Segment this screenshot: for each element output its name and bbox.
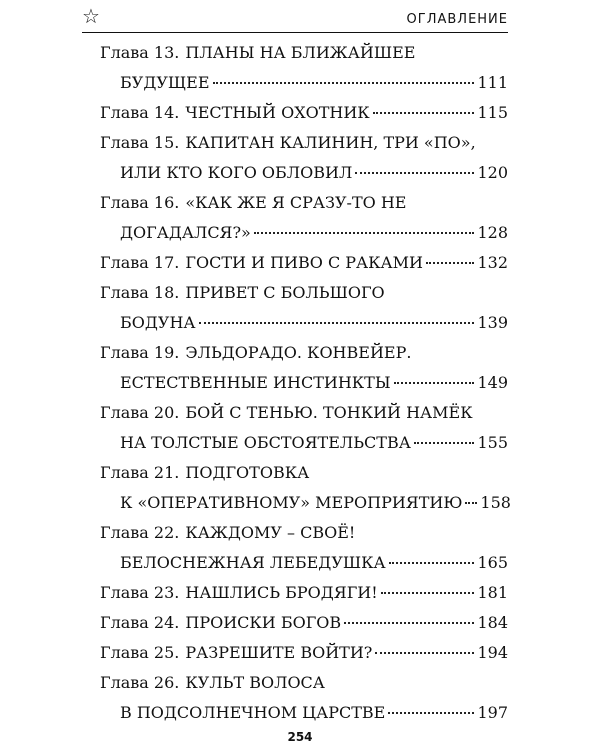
toc-entry: [100, 278, 508, 338]
toc-entry: [100, 608, 508, 638]
toc-entry: [100, 188, 508, 248]
toc-entry-continuation: [100, 368, 508, 398]
chapter-title: КУЛЬТ ВОЛОСА: [185, 673, 325, 692]
chapter-number: Глава 21.: [100, 463, 180, 482]
toc-entry: [100, 38, 508, 98]
chapter-title: ПРИВЕТ С БОЛЬШОГО: [185, 283, 385, 302]
chapter-page-number: 115: [477, 103, 508, 122]
chapter-title: БУДУЩЕЕ: [120, 73, 210, 92]
toc-entry-continuation: [100, 68, 508, 98]
toc-entry-line: [100, 188, 508, 218]
chapter-number: Глава 15.: [100, 133, 180, 152]
chapter-number: Глава 19.: [100, 343, 180, 362]
toc-entry: [100, 338, 508, 398]
toc-entry: [100, 518, 508, 578]
chapter-page-number: 194: [477, 643, 508, 662]
toc-entry-continuation: [100, 158, 508, 188]
dot-leader: [394, 381, 475, 384]
toc-entry-line: [100, 338, 508, 368]
toc-entry-line: [100, 398, 508, 428]
toc-entry-continuation: [100, 218, 508, 248]
dot-leader: [388, 711, 474, 714]
dot-leader: [213, 81, 475, 84]
chapter-number: Глава 13.: [100, 43, 180, 62]
dot-leader: [355, 171, 474, 174]
page-header: [0, 0, 600, 36]
chapter-title: НАШЛИСЬ БРОДЯГИ!: [185, 583, 378, 602]
dot-leader: [389, 561, 475, 564]
chapter-title: «КАК ЖЕ Я СРАЗУ-ТО НЕ: [185, 193, 407, 212]
chapter-number: Глава 16.: [100, 193, 180, 212]
chapter-title: ПРОИСКИ БОГОВ: [185, 613, 342, 632]
toc-entry-line: [100, 518, 508, 548]
chapter-title: В ПОДСОЛНЕЧНОМ ЦАРСТВЕ: [120, 703, 386, 722]
chapter-title: КАПИТАН КАЛИНИН, ТРИ «ПО»,: [185, 133, 476, 152]
chapter-title: РАЗРЕШИТЕ ВОЙТИ?: [185, 643, 373, 662]
dot-leader: [375, 651, 474, 654]
toc-entry-line: [100, 98, 508, 128]
toc-entry-continuation: [100, 308, 508, 338]
toc-entry: [100, 128, 508, 188]
dot-leader: [414, 441, 475, 444]
chapter-number: Глава 25.: [100, 643, 180, 662]
dot-leader: [426, 261, 474, 264]
dot-leader: [254, 231, 475, 234]
chapter-number: Глава 22.: [100, 523, 180, 542]
chapter-number: Глава 20.: [100, 403, 180, 422]
header-rule: [82, 32, 508, 33]
toc-entry: [100, 398, 508, 458]
chapter-title: БОЙ С ТЕНЬЮ. ТОНКИЙ НАМЁК: [185, 403, 473, 422]
toc-entry-line: [100, 668, 508, 698]
section-title: ОГЛАВЛЕНИЕ: [406, 12, 508, 27]
chapter-title: ПОДГОТОВКА: [185, 463, 310, 482]
toc-entry-line: [100, 248, 508, 278]
chapter-title: ГОСТИ И ПИВО С РАКАМИ: [185, 253, 423, 272]
chapter-page-number: 128: [477, 223, 508, 242]
toc-entry-continuation: [100, 488, 511, 518]
dot-leader: [373, 111, 475, 114]
chapter-title: ИЛИ КТО КОГО ОБЛОВИЛ: [120, 163, 353, 182]
chapter-title: ПЛАНЫ НА БЛИЖАЙШЕЕ: [185, 43, 416, 62]
chapter-page-number: 184: [477, 613, 508, 632]
chapter-number: Глава 18.: [100, 283, 180, 302]
chapter-page-number: 165: [477, 553, 508, 572]
chapter-page-number: 132: [477, 253, 508, 272]
toc-entry-line: [100, 278, 508, 308]
chapter-title: КАЖДОМУ – СВОЁ!: [185, 523, 356, 542]
dot-leader: [381, 591, 475, 594]
toc-entry-line: [100, 578, 508, 608]
chapter-number: Глава 17.: [100, 253, 180, 272]
chapter-number: Глава 24.: [100, 613, 180, 632]
toc-entry: [100, 98, 508, 128]
toc-entry-line: [100, 608, 508, 638]
chapter-title: ЭЛЬДОРАДО. КОНВЕЙЕР.: [185, 343, 412, 362]
chapter-title: ДОГАДАЛСЯ?»: [120, 223, 251, 242]
toc-entry-line: [100, 458, 508, 488]
star-icon: ☆: [82, 4, 100, 28]
toc-entry-line: [100, 638, 508, 668]
page-number: 254: [287, 730, 313, 744]
dot-leader: [199, 321, 475, 324]
chapter-title: БОДУНА: [120, 313, 196, 332]
chapter-page-number: 149: [477, 373, 508, 392]
toc-entry-continuation: [100, 428, 508, 458]
table-of-contents: [100, 38, 511, 728]
toc-entry-continuation: [100, 548, 508, 578]
chapter-page-number: 158: [480, 493, 511, 512]
chapter-page-number: 139: [477, 313, 508, 332]
toc-entry: [100, 458, 511, 518]
toc-entry: [100, 578, 508, 608]
chapter-number: Глава 14.: [100, 103, 180, 122]
dot-leader: [344, 621, 474, 624]
toc-entry: [100, 638, 508, 668]
toc-entry-line: [100, 38, 508, 68]
chapter-page-number: 155: [477, 433, 508, 452]
chapter-page-number: 197: [477, 703, 508, 722]
chapter-number: Глава 23.: [100, 583, 180, 602]
toc-entry-line: [100, 128, 508, 158]
dot-leader: [465, 501, 477, 504]
toc-entry: [100, 248, 508, 278]
toc-entry-continuation: [100, 698, 508, 728]
chapter-title: ЕСТЕСТВЕННЫЕ ИНСТИНКТЫ: [120, 373, 391, 392]
chapter-page-number: 181: [477, 583, 508, 602]
chapter-page-number: 111: [477, 73, 508, 92]
chapter-title: К «ОПЕРАТИВНОМУ» МЕРОПРИЯТИЮ: [120, 493, 463, 512]
chapter-title: НА ТОЛСТЫЕ ОБСТОЯТЕЛЬСТВА: [120, 433, 411, 452]
toc-entry: [100, 668, 508, 728]
chapter-number: Глава 26.: [100, 673, 180, 692]
chapter-title: ЧЕСТНЫЙ ОХОТНИК: [185, 103, 370, 122]
chapter-title: БЕЛОСНЕЖНАЯ ЛЕБЕДУШКА: [120, 553, 386, 572]
chapter-page-number: 120: [477, 163, 508, 182]
